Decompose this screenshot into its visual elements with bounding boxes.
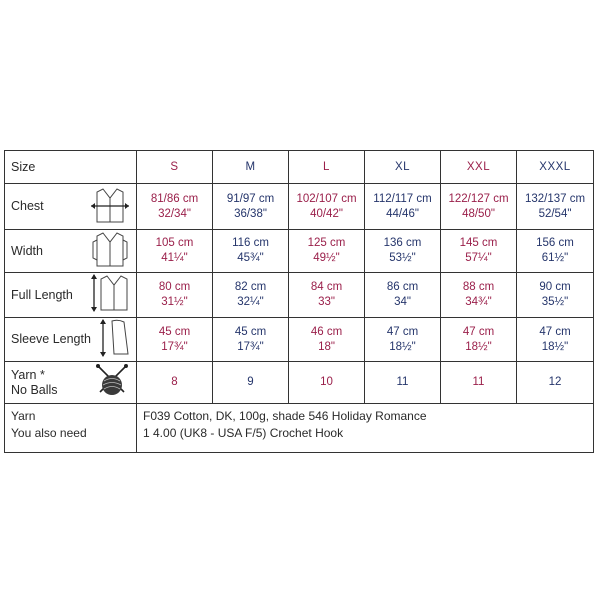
cardigan-width-icon — [90, 230, 130, 272]
full-length-label: Full Length — [11, 287, 73, 302]
sleeve-length-xxxl: 47 cm 18½" — [517, 318, 594, 362]
full-length-xxxl: 90 cm 35½" — [517, 273, 594, 318]
materials-yarn-text: F039 Cotton, DK, 100g, shade 546 Holiday Romance — [143, 409, 427, 423]
cardigan-chest-icon — [90, 186, 130, 228]
full-length-xxl: 88 cm 34¾" — [441, 273, 517, 318]
width-xl: 136 cm 53½" — [365, 230, 441, 273]
width-xxxl: 156 cm 61½" — [517, 230, 594, 273]
balls-xxxl: 12 — [517, 362, 594, 404]
balls-l: 10 — [289, 362, 365, 404]
width-s: 105 cm 41¼" — [137, 230, 213, 273]
balls-xxl: 11 — [441, 362, 517, 404]
size-header-m: M — [213, 151, 289, 184]
chest-s: 81/86 cm 32/34" — [137, 184, 213, 230]
width-label: Width — [11, 243, 43, 258]
size-header-s: S — [137, 151, 213, 184]
chest-xxxl: 132/137 cm 52/54" — [517, 184, 594, 230]
sleeve-length-l: 46 cm 18" — [289, 318, 365, 362]
size-header-xl: XL — [365, 151, 441, 184]
materials-table — [4, 404, 594, 453]
materials-label-cell — [5, 404, 137, 452]
sleeve-length-label-cell — [5, 318, 137, 362]
size-header-xxxl: XXXL — [517, 151, 594, 184]
materials-yarn-label: Yarn — [11, 409, 36, 423]
materials-value-cell — [137, 404, 594, 452]
full-length-label-cell — [5, 273, 137, 318]
header-row — [5, 151, 594, 184]
width-xxl: 145 cm 57¼" — [441, 230, 517, 273]
full-length-xl: 86 cm 34" — [365, 273, 441, 318]
sleeve-length-row — [5, 318, 594, 362]
sleeve-length-xl: 47 cm 18½" — [365, 318, 441, 362]
sleeve-length-icon — [100, 318, 130, 362]
no-balls-label: No Balls — [11, 382, 58, 397]
chest-l: 102/107 cm 40/42" — [289, 184, 365, 230]
yarn-balls-row — [5, 362, 594, 404]
sleeve-length-m: 45 cm 17¾" — [213, 318, 289, 362]
size-chart — [4, 150, 593, 453]
cardigan-length-icon — [90, 273, 130, 317]
width-m: 116 cm 45¾" — [213, 230, 289, 273]
materials-also-need-label: You also need — [11, 426, 87, 440]
size-header-xxl: XXL — [441, 151, 517, 184]
sleeve-length-label: Sleeve Length — [11, 332, 91, 346]
balls-s: 8 — [137, 362, 213, 404]
materials-hook-text: 1 4.00 (UK8 - USA F/5) Crochet Hook — [143, 426, 344, 440]
size-table — [4, 150, 594, 404]
full-length-row — [5, 273, 594, 318]
materials-row — [5, 404, 594, 452]
full-length-m: 82 cm 32¼" — [213, 273, 289, 318]
balls-xl: 11 — [365, 362, 441, 404]
sleeve-length-xxl: 47 cm 18½" — [441, 318, 517, 362]
chest-xxl: 122/127 cm 48/50" — [441, 184, 517, 230]
size-header-l: L — [289, 151, 365, 184]
full-length-l: 84 cm 33" — [289, 273, 365, 318]
chest-xl: 112/117 cm 44/46" — [365, 184, 441, 230]
chest-label: Chest — [11, 199, 44, 213]
yarn-balls-label-cell — [5, 362, 137, 404]
chest-m: 91/97 cm 36/38" — [213, 184, 289, 230]
chest-label-cell — [5, 184, 137, 230]
yarn-label: Yarn * — [11, 367, 45, 382]
sleeve-length-s: 45 cm 17¾" — [137, 318, 213, 362]
size-header-label: Size — [5, 151, 137, 184]
chest-row — [5, 184, 594, 230]
balls-m: 9 — [213, 362, 289, 404]
width-label-cell — [5, 230, 137, 273]
full-length-s: 80 cm 31½" — [137, 273, 213, 318]
width-row — [5, 230, 594, 273]
width-l: 125 cm 49½" — [289, 230, 365, 273]
